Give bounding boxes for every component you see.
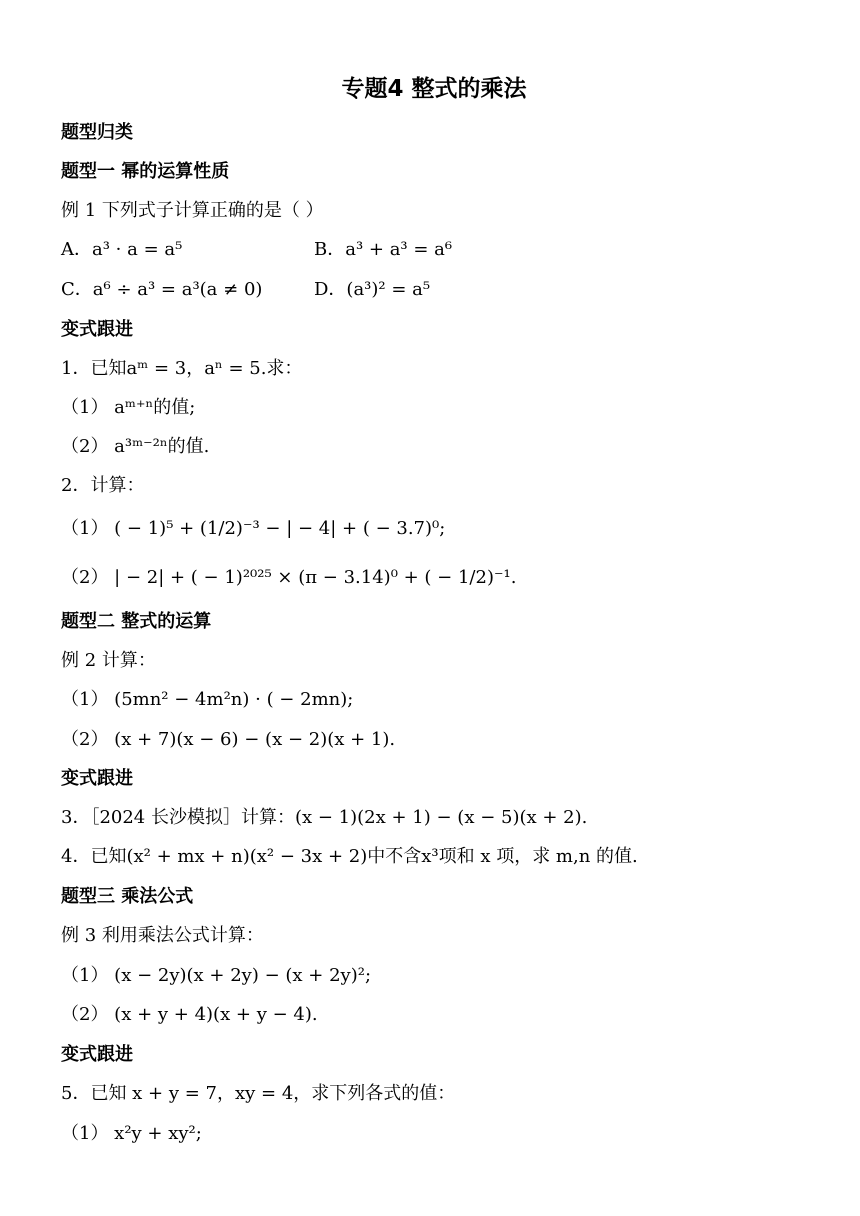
example3-part-1: （1） (x − 2y)(x + 2y) − (x + 2y)²;: [61, 965, 372, 986]
option-a: A．a³ · a = a⁵: [61, 239, 183, 260]
question-1: 1．已知aᵐ = 3，aⁿ = 5.求：: [61, 358, 303, 379]
question-1-part-1: （1） aᵐ⁺ⁿ的值;: [61, 397, 196, 418]
question-2: 2．计算：: [61, 475, 145, 496]
example1: 例 1 下列式子计算正确的是（ ）: [61, 200, 324, 221]
option-b: B．a³ + a³ = a⁶: [314, 239, 453, 260]
question-3: 3．［2024 长沙模拟］计算：(x − 1)(2x + 1) − (x − 5)(x + 2).: [61, 807, 588, 828]
type1-heading: 题型一 幂的运算性质: [61, 161, 230, 182]
question-2-part-2: （2） | − 2| + ( − 1)²⁰²⁵ × (π − 3.14)⁰ + ( − 1/2)⁻¹.: [61, 567, 517, 588]
section-heading: 题型归类: [61, 122, 133, 143]
example3: 例 3 利用乘法公式计算：: [61, 925, 264, 946]
question-5: 5．已知 x + y = 7，xy = 4，求下列各式的值：: [61, 1083, 456, 1104]
type3-heading: 题型三 乘法公式: [61, 886, 194, 907]
type2-heading: 题型二 整式的运算: [61, 611, 212, 632]
option-c: C．a⁶ ÷ a³ = a³(a ≠ 0): [61, 279, 263, 300]
question-1-part-2: （2） a³ᵐ⁻²ⁿ的值.: [61, 436, 210, 457]
question-2-part-1: （1） ( − 1)⁵ + (1/2)⁻³ − | − 4| + ( − 3.7)⁰;: [61, 518, 446, 539]
question-5-part-1: （1） x²y + xy²;: [61, 1123, 202, 1144]
options-row-2: [61, 277, 431, 303]
example3-part-2: （2） (x + y + 4)(x + y − 4).: [61, 1004, 318, 1025]
follow-heading-3: 变式跟进: [61, 1044, 133, 1065]
follow-heading-2: 变式跟进: [61, 768, 133, 789]
options-row-1: [61, 237, 453, 263]
example2-part-1: （1） (5mn² − 4m²n) · ( − 2mn);: [61, 689, 354, 710]
option-d: D．(a³)² = a⁵: [314, 279, 431, 300]
question-4: 4．已知(x² + mx + n)(x² − 3x + 2)中不含x³项和 x 项，求 m,n 的值.: [61, 846, 638, 867]
follow-heading-1: 变式跟进: [61, 319, 133, 340]
page-title: 专题4 整式的乘法: [341, 76, 527, 102]
example2: 例 2 计算：: [61, 650, 156, 671]
example2-part-2: （2） (x + 7)(x − 6) − (x − 2)(x + 1).: [61, 729, 396, 750]
